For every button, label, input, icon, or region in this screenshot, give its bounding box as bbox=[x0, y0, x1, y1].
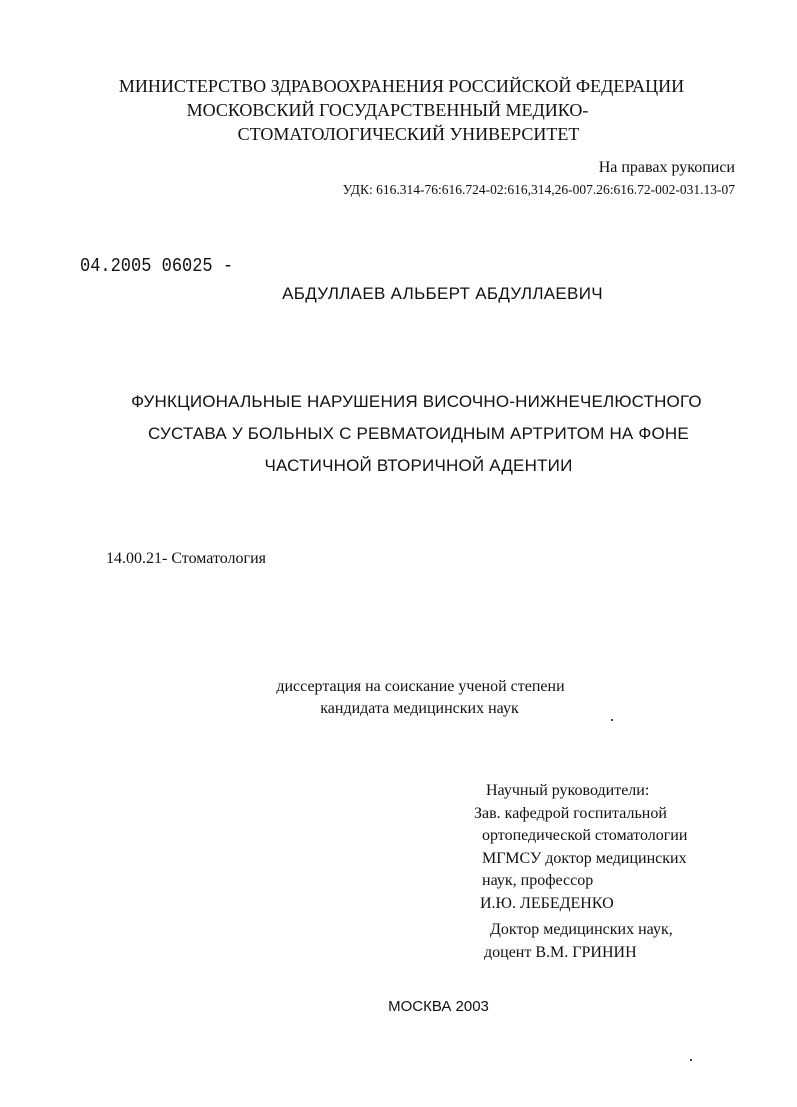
ministry-header bbox=[0, 74, 797, 146]
university-line-2: СТОМАТОЛОГИЧЕСКИЙ УНИВЕРСИТЕТ bbox=[237, 124, 580, 144]
dissertation-title bbox=[0, 386, 797, 482]
second-supervisor-block bbox=[484, 918, 673, 964]
supervisor-line: Доктор медицинских наук, bbox=[490, 921, 673, 938]
degree-line: кандидата медицинских наук bbox=[320, 700, 519, 717]
stamp-dash: ‐ bbox=[222, 256, 234, 278]
specialty-code: 14.00.21- Стоматология bbox=[106, 550, 267, 567]
supervisor-line: ортопедической стоматологии bbox=[482, 827, 688, 844]
title-line: ЧАСТИЧНОЙ ВТОРИЧНОЙ АДЕНТИИ bbox=[264, 456, 573, 475]
scan-speck bbox=[690, 1059, 692, 1061]
scan-speck bbox=[611, 719, 613, 721]
city-year: МОСКВА 2003 bbox=[388, 998, 489, 1015]
udk-code: УДК: 616.314-76:616.724-02:616,314,26-007.26:616.72-002-031.13-07 bbox=[342, 182, 735, 197]
supervisors-heading: Научный руководители: bbox=[486, 782, 650, 799]
archive-stamp-number: 04.2005 06025 ‐ bbox=[80, 256, 234, 278]
supervisor-line: наук, профессор bbox=[482, 872, 594, 889]
degree-line: диссертация на соискание ученой степени bbox=[276, 678, 565, 695]
supervisor-name: И.Ю. ЛЕБЕДЕНКО bbox=[480, 894, 614, 912]
university-line-1: МОСКОВСКИЙ ГОСУДАРСТВЕННЫЙ МЕДИКО- bbox=[186, 100, 589, 120]
title-line: СУСТАВА У БОЛЬНЫХ С РЕВМАТОИДНЫМ АРТРИТОМ НА ФОНЕ bbox=[148, 424, 689, 443]
rights-note: На правах рукописи bbox=[598, 159, 735, 176]
author-name: АБДУЛЛАЕВ АЛЬБЕРТ АБДУЛЛАЕВИЧ bbox=[282, 284, 603, 303]
degree-statement bbox=[0, 676, 797, 720]
supervisor-name: доцент В.М. ГРИНИН bbox=[484, 944, 637, 961]
supervisor-line: Зав. кафедрой госпитальной bbox=[474, 804, 667, 822]
supervisors-block bbox=[474, 780, 687, 915]
ministry-line: МИНИСТЕРСТВО ЗДРАВООХРАНЕНИЯ РОССИЙСКОЙ ФЕДЕРАЦИИ bbox=[118, 76, 685, 96]
supervisor-line: МГМСУ доктор медицинских bbox=[482, 849, 687, 867]
title-line: ФУНКЦИОНАЛЬНЫЕ НАРУШЕНИЯ ВИСОЧНО-НИЖНЕЧЕЛЮСТНОГО bbox=[131, 392, 702, 411]
